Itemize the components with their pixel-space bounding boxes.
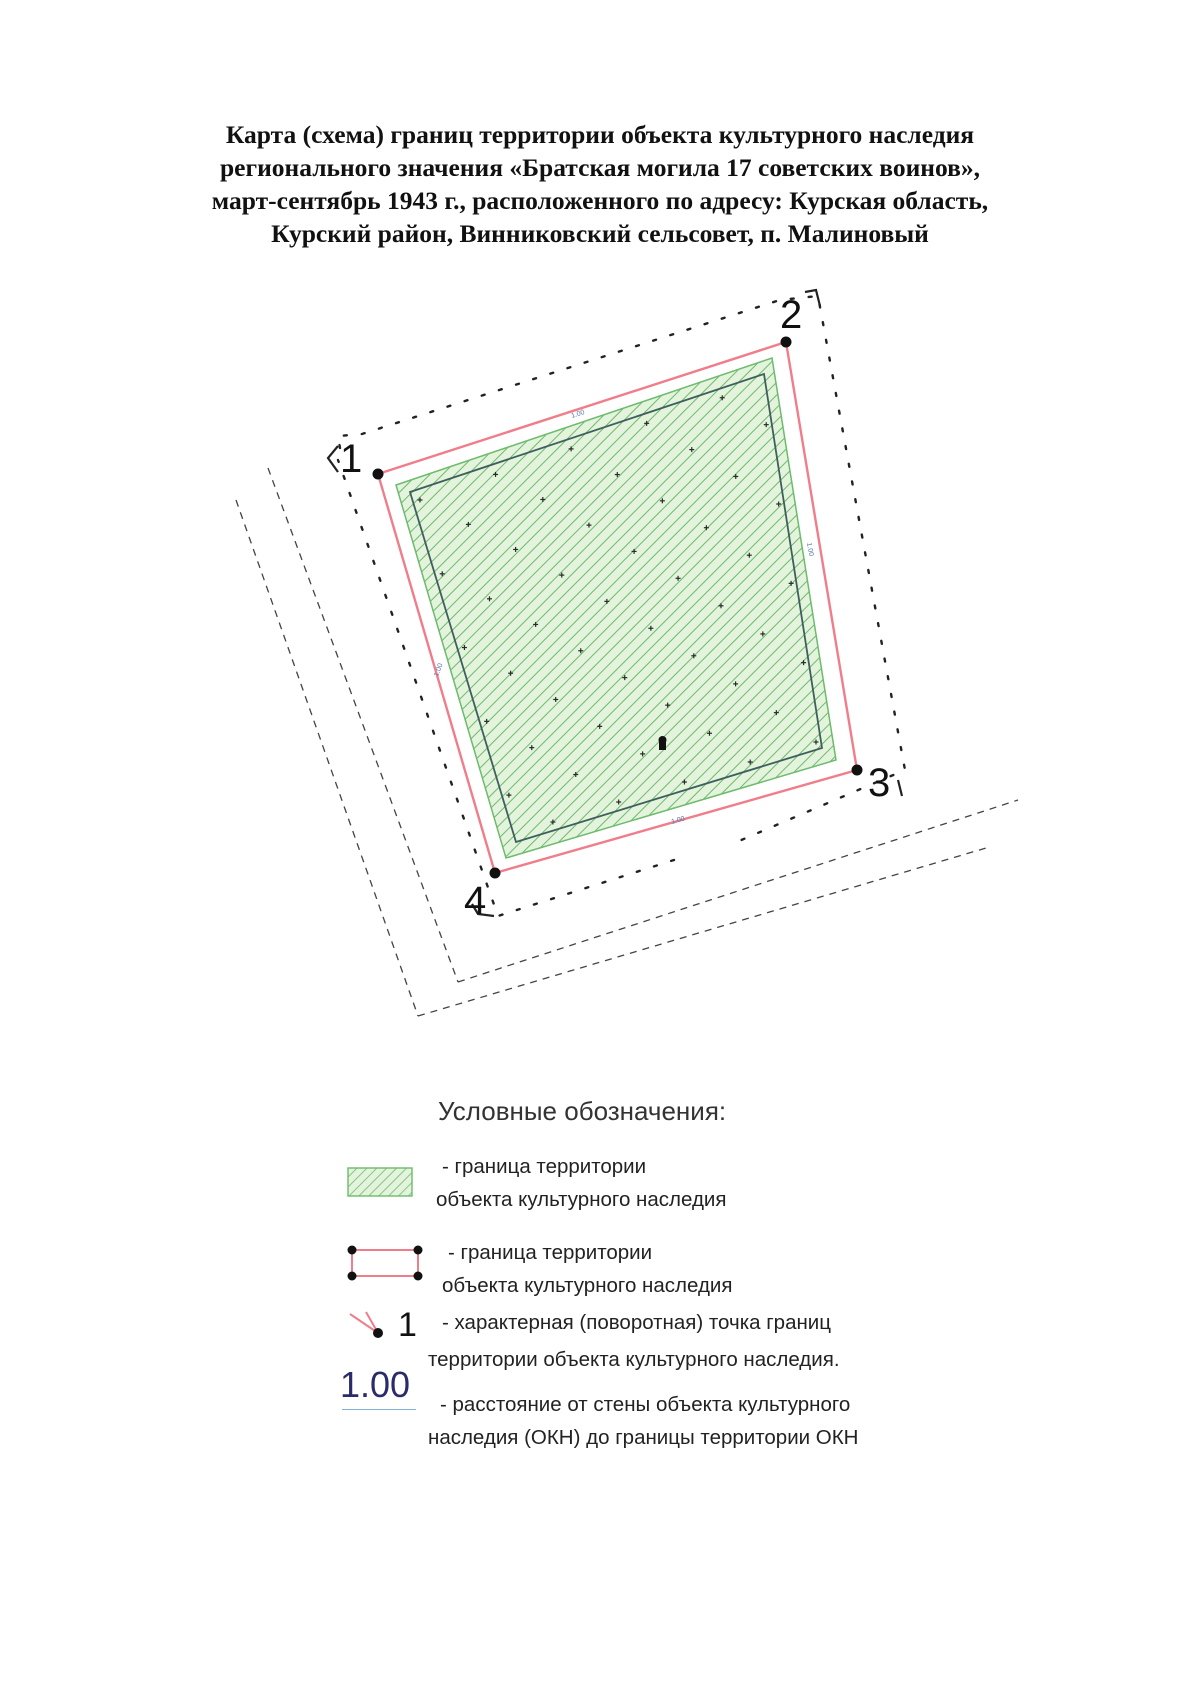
monument-icon bbox=[659, 736, 667, 750]
svg-text:1.00: 1.00 bbox=[670, 815, 686, 826]
point-label-4: 4 bbox=[464, 879, 487, 923]
point-label-2: 2 bbox=[780, 293, 803, 337]
legend-title: Условные обозначения: bbox=[438, 1096, 727, 1126]
legend-item-boundary bbox=[436, 1236, 732, 1302]
green-hatch-icon bbox=[348, 1168, 412, 1196]
svg-text:1.00: 1.00 bbox=[805, 542, 815, 557]
title-line: март-сентябрь 1943 г., расположенного по адресу: Курская область, bbox=[211, 186, 989, 215]
title-line: Курский район, Винниковский сельсовет, п. Малиновый bbox=[271, 219, 929, 248]
legend-text: территории объекта культурного наследия. bbox=[428, 1348, 840, 1371]
legend-item-distance bbox=[428, 1388, 858, 1454]
legend-distance-sample: 1.00 bbox=[340, 1364, 411, 1405]
point-label-3: 3 bbox=[868, 761, 891, 805]
legend-text: - расстояние от стены объекта культурного bbox=[440, 1393, 851, 1416]
legend-text: наследия (ОКН) до границы территории ОКН bbox=[428, 1426, 859, 1449]
okn-hatched-zone bbox=[396, 358, 836, 858]
legend-item-hatch bbox=[436, 1150, 726, 1216]
red-boundary-icon bbox=[348, 1246, 423, 1281]
distance-underline bbox=[342, 1409, 416, 1410]
title-line: Карта (схема) границ территории объекта культурного наследия bbox=[225, 120, 975, 149]
title-line: регионального значения «Братская могила 17 советских воинов», bbox=[220, 153, 980, 182]
legend-point-label: 1 bbox=[398, 1306, 417, 1344]
turning-point-4 bbox=[490, 868, 501, 879]
turning-point-icon bbox=[350, 1312, 383, 1338]
legend-text: - характерная (поворотная) точка границ bbox=[442, 1311, 831, 1334]
legend-text: объекта культурного наследия bbox=[436, 1188, 727, 1211]
point-label-1: 1 bbox=[340, 437, 363, 481]
turning-point-1 bbox=[373, 469, 384, 480]
turning-point-3 bbox=[852, 765, 863, 776]
svg-text:1.00: 1.00 bbox=[433, 662, 445, 678]
legend-text: - граница территории bbox=[448, 1241, 653, 1264]
legend-text: - граница территории bbox=[442, 1155, 647, 1178]
legend-item-turning-point bbox=[428, 1306, 840, 1376]
legend-text: объекта культурного наследия bbox=[442, 1274, 733, 1297]
svg-text:1.00: 1.00 bbox=[570, 409, 586, 420]
turning-point-2 bbox=[781, 337, 792, 348]
